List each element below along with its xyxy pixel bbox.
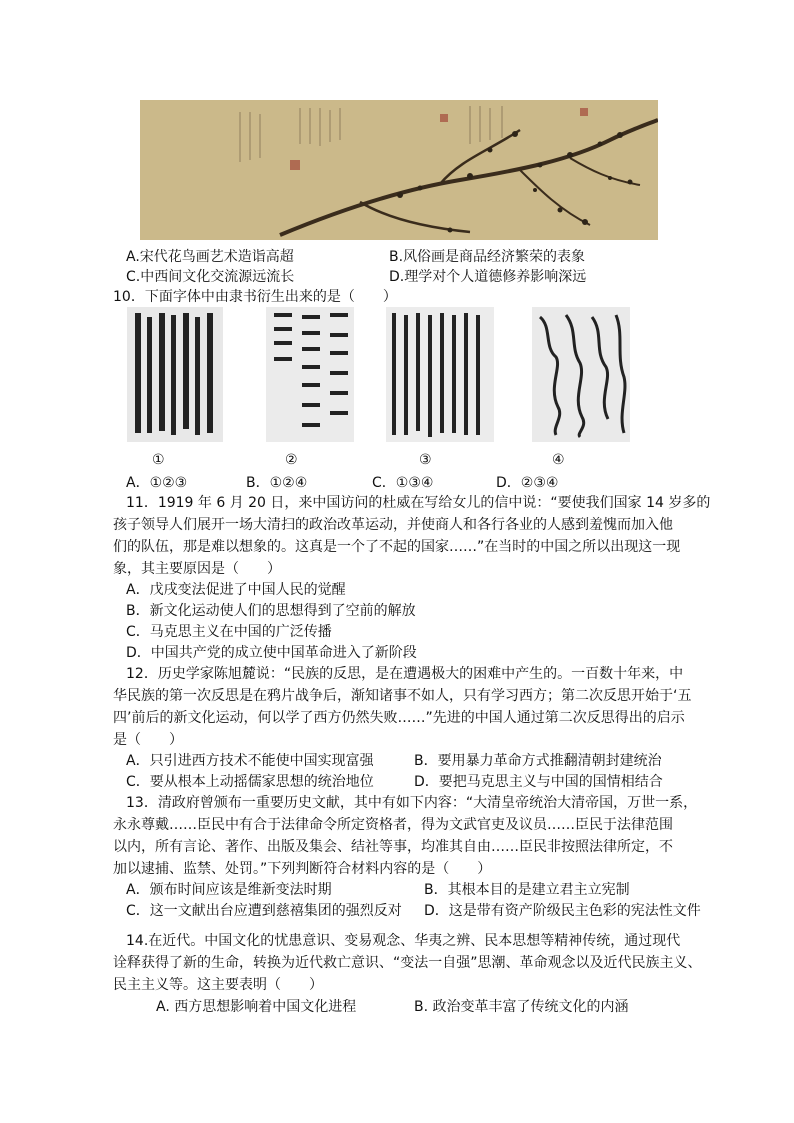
q11-option-d: D．中国共产党的成立使中国革命进入了新阶段: [126, 645, 417, 661]
q12-line-3: 四’前后的新文化运动，何以学了西方仍然失败……”先进的中国人通过第二次反思得出的启示: [113, 710, 685, 726]
q13-option-b: B．其根本目的是建立君主立宪制: [424, 882, 630, 898]
q10-option-b: B．①②④: [246, 475, 308, 491]
q12-option-a: A．只引进西方技术不能使中国实现富强: [126, 753, 374, 769]
q10-option-d: D．②③④: [496, 475, 559, 491]
q11-option-b: B．新文化运动使人们的思想得到了空前的解放: [126, 603, 416, 619]
q10-option-a: A．①②③: [126, 475, 188, 491]
q13-line-1: 13．清政府曾颁布一重要历史文献，其中有如下内容：“大清皇帝统治大清帝国，万世一系，: [126, 795, 698, 811]
q13-option-a: A．颁布时间应该是维新变法时期: [126, 882, 332, 898]
q11-line-3: 们的队伍，那是难以想象的。这真是一个了不起的国家……”在当时的中国之所以出现这一现: [113, 539, 681, 555]
q12-option-c: C．要从根本上动摇儒家思想的统治地位: [126, 774, 374, 790]
q9-option-c: C.中西间文化交流源远流长: [126, 269, 295, 285]
q14-line-3: 民主主义等。这主要表明（ ）: [113, 977, 323, 993]
q14-line-2: 诠释获得了新的生命，转换为近代救亡意识、“变法一自强”思潮、革命观念以及近代民族主义、: [113, 955, 702, 971]
q13-line-4: 加以逮捕、监禁、处罚。”下列判断符合材料内容的是（ ）: [113, 861, 492, 877]
q12-line-1: 12．历史学家陈旭麓说：“民族的反思，是在遭遇极大的困难中产生的。一百数十年来，中: [126, 666, 684, 682]
q11-option-a: A．戊戌变法促进了中国人民的觉醒: [126, 582, 346, 598]
q11-line-1: 11．1919 年 6 月 20 日，来中国访问的杜威在写给女儿的信中说：“要使我们国家 14 岁多的: [126, 495, 711, 511]
q10-stem: 10．下面字体中由隶书衍生出来的是（ ）: [113, 289, 397, 305]
q9-option-d: D.理学对个人道德修养影响深远: [389, 269, 587, 285]
q11-line-4: 象，其主要原因是（ ）: [113, 561, 281, 577]
calligraphy-sample-3: [386, 307, 494, 442]
q14-option-a: A. 西方思想影响着中国文化进程: [156, 999, 357, 1015]
q10-option-c: C．①③④: [372, 475, 434, 491]
figure-label-3: ③: [419, 452, 432, 468]
q11-option-c: C．马克思主义在中国的广泛传播: [126, 624, 332, 640]
q12-line-4: 是（ ）: [113, 732, 183, 748]
calligraphy-sample-2: [266, 307, 354, 442]
q12-option-b: B．要用暴力革命方式推翻清朝封建统治: [414, 753, 662, 769]
figure-label-4: ④: [552, 452, 565, 468]
q14-option-b: B. 政治变革丰富了传统文化的内涵: [414, 999, 629, 1015]
plum-blossom-painting: [140, 100, 658, 240]
calligraphy-sample-4: [532, 307, 630, 442]
q14-line-1: 14.在近代。中国文化的忧患意识、变易观念、华夷之辨、民本思想等精神传统，通过现代: [126, 933, 681, 949]
q11-line-2: 孩子领导人们展开一场大清扫的政治改革运动，并使商人和各行各业的人感到羞愧而加入他: [113, 517, 673, 533]
figure-label-2: ②: [285, 452, 298, 468]
q12-option-d: D．要把马克思主义与中国的国情相结合: [414, 774, 663, 790]
q9-option-b: B.风俗画是商品经济繁荣的表象: [389, 249, 586, 265]
q12-line-2: 华民族的第一次反思是在鸦片战争后，渐知诸事不如人，只有学习西方；第二次反思开始于‘五: [113, 688, 692, 704]
q13-line-3: 以内，所有言论、著作、出版及集会、结社等事，均准其自由……臣民非按照法律所定，不: [113, 839, 673, 855]
calligraphy-sample-1: [127, 307, 223, 442]
q13-option-c: C．这一文献出台应遭到慈禧集团的强烈反对: [126, 903, 402, 919]
q13-option-d: D．这是带有资产阶级民主色彩的宪法性文件: [424, 903, 701, 919]
q9-option-a: A.宋代花鸟画艺术造诣高超: [126, 249, 294, 265]
q13-line-2: 永永尊戴……臣民中有合于法律命令所定资格者，得为文武官吏及议员……臣民于法律范围: [113, 817, 673, 833]
figure-label-1: ①: [152, 452, 165, 468]
